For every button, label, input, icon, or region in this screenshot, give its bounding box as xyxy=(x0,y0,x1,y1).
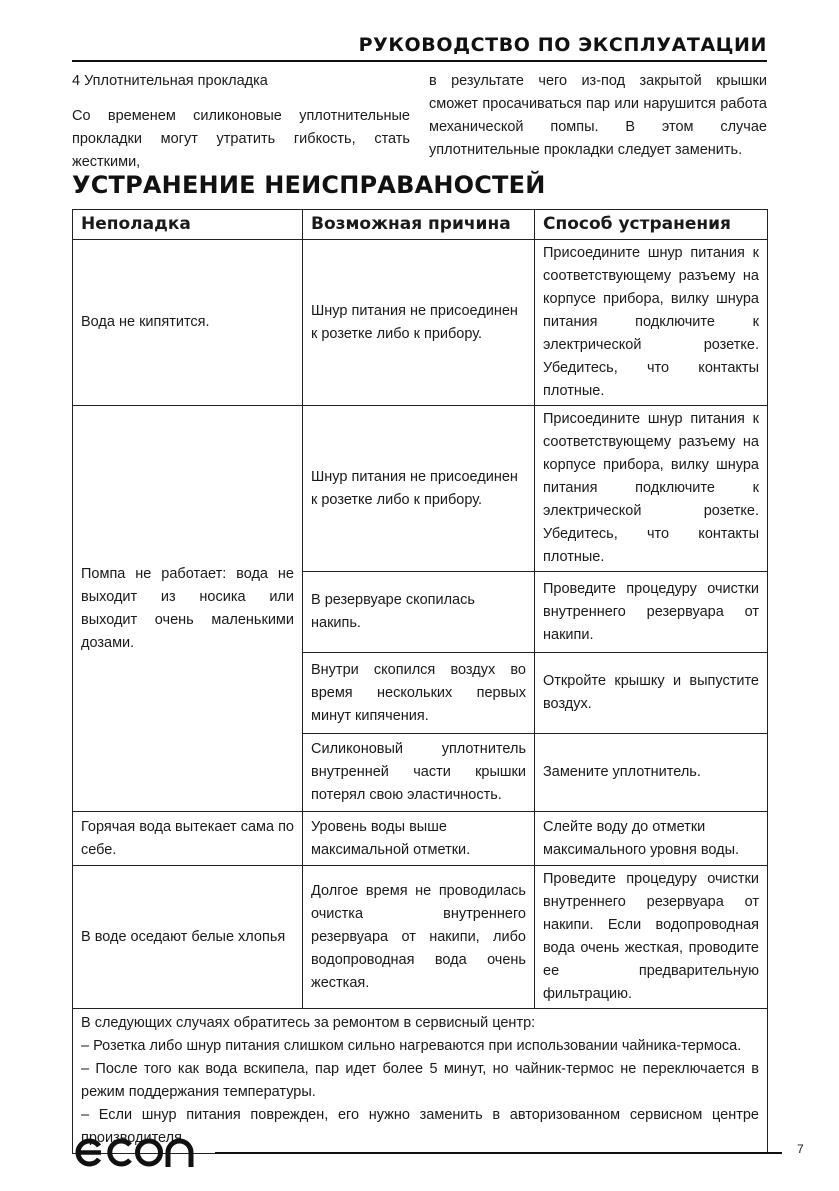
cause-cell: Шнур питания не присоединен к розетке либо к прибору. xyxy=(303,240,535,406)
solution-cell: Проведите процедуру очистки внутреннего резервуара от накипи. Если водопроводная вода очень жесткая, проводите ее предварительную фильтрацию. xyxy=(535,866,768,1009)
solution-cell: Присоедините шнур питания к соответствующему разъему на корпусе прибора, вилку шнура питания подключите к электрической розетке. Убедитесь, что контакты плотные. xyxy=(535,406,768,572)
intro-right-column xyxy=(429,70,767,174)
econ-logo xyxy=(72,1132,194,1172)
cause-cell: Внутри скопился воздух во время нескольких первых минут кипячения. xyxy=(303,653,535,734)
troubleshooting-table xyxy=(72,209,768,1154)
header-cause: Возможная причина xyxy=(303,210,535,240)
service-note-item: – Если шнур питания поврежден, его нужно заменить в авторизованном сервисном центре производителя. xyxy=(81,1107,759,1146)
table-row xyxy=(73,406,768,572)
intro-right-paragraph: в результате чего из-под закрытой крышки сможет просачиваться пар или нарушится работа механической помпы. В этом случае уплотнительные прокладки следует заменить. xyxy=(429,73,767,158)
intro-item-heading: 4 Уплотнительная прокладка xyxy=(72,73,268,89)
service-note-item: – После того как вода вскипела, пар идет более 5 минут, но чайник-термос не переключается в режим поддержания температуры. xyxy=(81,1061,759,1100)
cause-cell: Уровень воды выше максимальной отметки. xyxy=(303,812,535,866)
solution-cell: Присоедините шнур питания к соответствующему разъему на корпусе прибора, вилку шнура питания подключите к электрической розетке. Убедитесь, что контакты плотные. xyxy=(535,240,768,406)
cause-cell: Долгое время не проводилась очистка внутреннего резервуара от накипи, либо водопроводная вода очень жесткая. xyxy=(303,866,535,1009)
solution-cell: Слейте воду до отметки максимального уровня воды. xyxy=(535,812,768,866)
cause-cell: Силиконовый уплотнитель внутренней части крышки потерял свою эластичность. xyxy=(303,734,535,812)
solution-cell: Откройте крышку и выпустите воздух. xyxy=(535,653,768,734)
solution-cell: Проведите процедуру очистки внутреннего резервуара от накипи. xyxy=(535,572,768,653)
table-row xyxy=(73,866,768,1009)
header-problem: Неполадка xyxy=(73,210,303,240)
page-number: 7 xyxy=(797,1142,804,1156)
header-rule xyxy=(72,60,767,62)
footer xyxy=(72,1132,772,1172)
table-header-row xyxy=(73,210,768,240)
problem-cell: В воде оседают белые хлопья xyxy=(73,866,303,1009)
section-title: УСТРАНЕНИЕ НЕИСПРАВАНОСТЕЙ xyxy=(72,171,546,199)
problem-cell: Горячая вода вытекает сама по себе. xyxy=(73,812,303,866)
service-note-intro: В следующих случаях обратитесь за ремонтом в сервисный центр: xyxy=(81,1015,536,1031)
header-solution: Способ устранения xyxy=(535,210,768,240)
service-note-item: – Розетка либо шнур питания слишком сильно нагреваются при использовании чайника-термоса. xyxy=(81,1038,742,1054)
solution-cell: Замените уплотнитель. xyxy=(535,734,768,812)
problem-cell: Помпа не работает: вода не выходит из носика или выходит очень маленькими дозами. xyxy=(73,406,303,812)
header-title: РУКОВОДСТВО ПО ЭКСПЛУАТАЦИИ xyxy=(358,34,767,56)
intro-section xyxy=(72,70,767,174)
intro-left-column xyxy=(72,70,410,174)
table-row xyxy=(73,812,768,866)
cause-cell: Шнур питания не присоединен к розетке либо к прибору. xyxy=(303,406,535,572)
intro-left-paragraph: Со временем силиконовые уплотнительные прокладки могут утратить гибкость, стать жесткими, xyxy=(72,108,410,170)
problem-cell: Вода не кипятится. xyxy=(73,240,303,406)
footer-rule xyxy=(215,1152,782,1154)
cause-cell: В резервуаре скопилась накипь. xyxy=(303,572,535,653)
table-row xyxy=(73,240,768,406)
